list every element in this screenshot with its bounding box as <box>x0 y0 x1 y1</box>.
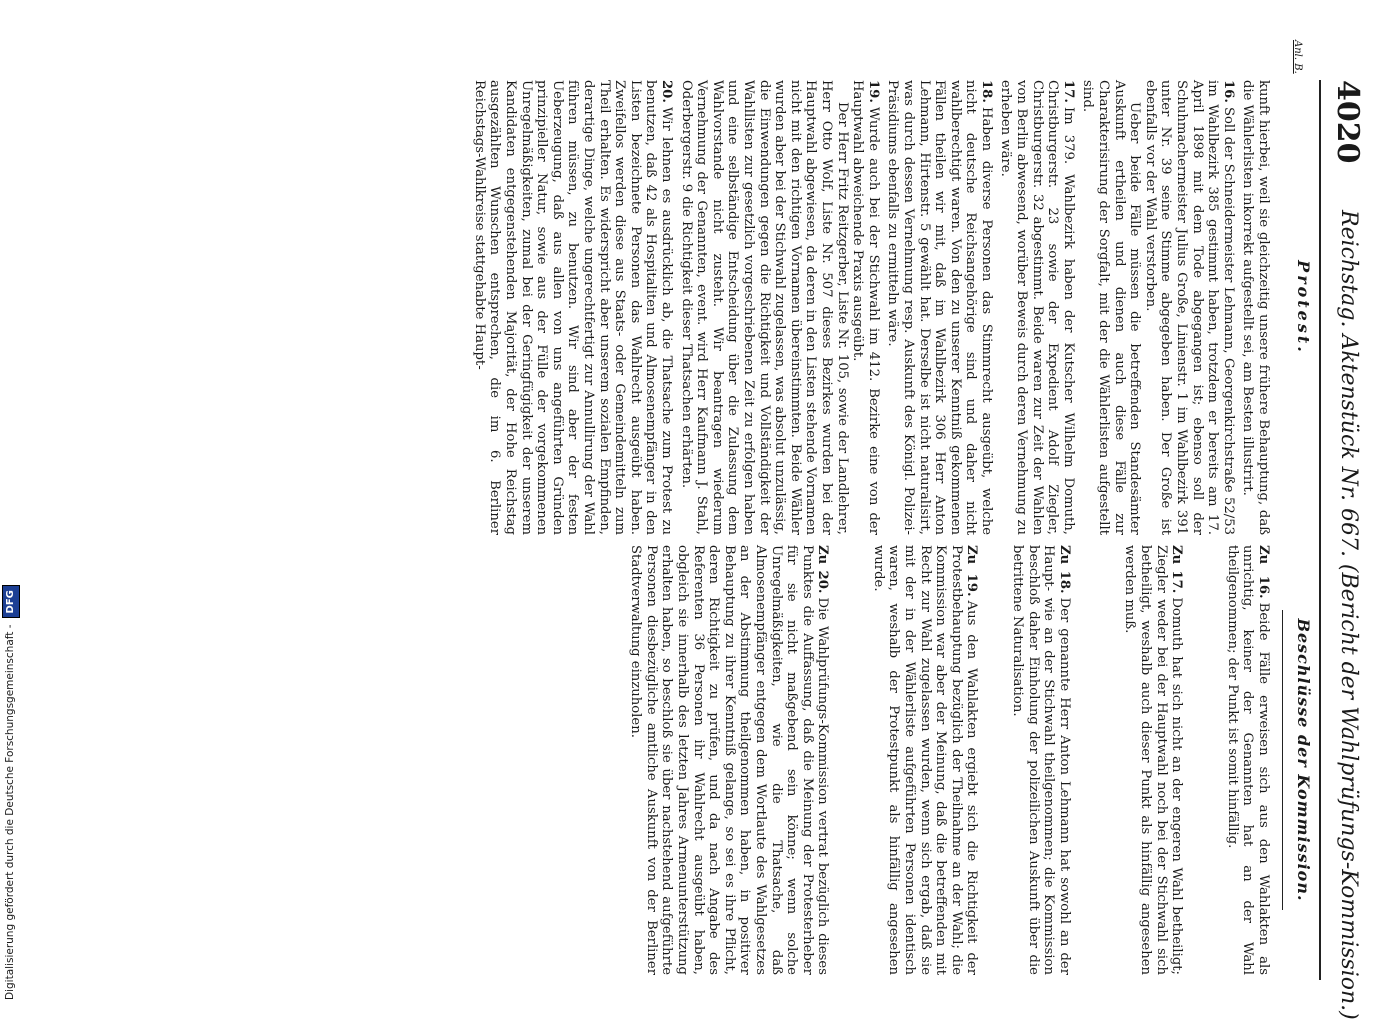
header-rule <box>1319 80 1321 980</box>
page-number: 4020 <box>1330 80 1365 164</box>
protest-item-18: 18.Haben diverse Personen das Stimmrecht ausgeübt, welche nicht deutsche Reichsangehörige sind und daher nicht wahlberechtigt waren. Von den zu unserer Kenntniß gekommenen Fällen theilen wir mit, daß im Wahlbezirk 306 Herr Anton Lehmann, Hirtenstr. 5 gewählt hat. Derselbe ist nicht naturalisirt, was durch dessen Vernehmung resp. Auskunft des Königl. Polizei-Präsidiums ebenfalls zu ermitteln wäre. <box>885 80 994 535</box>
decision-16: Zu 16.Beide Fälle erweisen sich aus den Wahlakten als unrichtig, keiner der Genannten hat an der Wahl theilgenommen; der Punkt ist somit hinfällig. <box>1224 545 1271 975</box>
margin-note: Anl. B. <box>1292 40 1303 74</box>
decision-18: Zu 18.Der genannte Herr Anton Lehmann hat sowohl an der Haupt- wie an der Stichwahl theilgenommen; die Kommission beschloß daher Einholung der polizeilichen Auskunft über die betrittene Naturalisation. <box>1010 545 1072 976</box>
commission-column <box>628 545 1271 975</box>
protest-column-title: Protest. <box>1294 260 1313 355</box>
footer-text: Digitalisierung gefördert durch die Deutsche Forschungsgemeinschaft - <box>4 624 16 1000</box>
protest-item-19-note: Der Herr Fritz Reitzgerber, Liste Nr. 105, sowie der Landlehrer, Herr Otto Wolf, Liste Nr. 507 dieses Bezirkes wurden bei der Hauptwahl abgewiesen, da deren in den Listen stehende Vornamen nicht mit den richtigen Vornamen übereinstimmten. Beide Wähler wurden aber bei der Stichwahl zugelassen, was absolut unzulässig, die Einwendungen gegen die Richtigkeit und Vollständigkeit der Wahllisten zur gesetzlich vorgeschriebenen Zeit zu erfolgen haben und eine selbständige Entscheidung über die Zulassung dem Wahlvorstande nicht zusteht. Wir beantragen wiederum Vernehmung der Genannten, event. wird Herr Kaufmann J. Stahl, Oderbergerstr. 9 die Richtigkeit dieser Thatsachen erhärten. <box>678 80 850 535</box>
title-rule <box>1282 610 1283 910</box>
protest-item-17: 17.Im 379. Wahlbezirk haben der Kutscher Wilhelm Domuth, Christburgerstr. 23 sowie der Expedient Adolf Ziegler, Christburgerstr. 32 abgestimmt. Beide waren zur Zeit der Wahlen von Berlin abwesend, worüber Beweis durch deren Vernehmung zu erheben wäre. <box>998 80 1076 535</box>
protest-item-16-note: Ueber beide Fälle müssen die betreffenden Standesämter Auskunft ertheilen und dienen auch diese Fälle zur Charakterisirung der Sorgfalt, mit der die Wählerlisten aufgestellt sind. <box>1080 80 1143 535</box>
protest-column <box>471 80 1271 535</box>
protest-item-16: 16.Soll der Schneidermeister Lehmann, Georgenkirchstraße 52/53 im Wahlbezirk 385 gestimmt haben, trotzdem er bereits am 17. April 1898 mit dem Tode abgegangen ist; ebenso soll der Schuhmachermeister Julius Große, Linienstr. 1 im Wahlbezirk 391 unter Nr. 39 seine Stimme abgegeben haben. Der Große ist ebenfalls vor der Wahl verstorben. <box>1142 80 1236 535</box>
running-head: Reichstag. Aktenstück Nr. 667. (Bericht der Wahlprüfungs-Kommission.) <box>1336 210 1361 1020</box>
commission-column-title: Beschlüsse der Kommission. <box>1294 618 1313 902</box>
protest-item-19: 19.Wurde auch bei der Stichwahl im 412. Bezirke eine von der Hauptwahl abweichende Praxis ausgeübt. <box>850 80 881 535</box>
decision-17: Zu 17.Domuth hat sich nicht an der engeren Wahl betheiligt; Ziegler weder bei der Hauptwahl noch bei der Stichwahl sich betheiligt, weshalb auch dieser Punkt als hinfällig angesehen werden muß. <box>1122 545 1185 975</box>
decision-20: Zu 20.Die Wahlprüfungs-Kommission vertrat bezüglich dieses Punktes die Auffassung, daß die Meinung der Protesterheber für sie nicht maßgebend sein könne; wenn solche Unregelmäßigkeiten, wie die Thatsache, daß Almosenempfänger entgegen dem Wortlaute des Wahlgesetzes an der Abstimmung theilgenommen haben, in positiver Behauptung zu ihrer Kenntniß gelange, so sei es ihre Pflicht, deren Richtigkeit zu prüfen, und da nach Angabe des Referenten 36 Personen ihr Wahlrecht ausgeübt haben, obgleich sie innerhalb des letzten Jahres Armenunterstützung erhalten haben, so beschloß sie über nachstehend aufgeführte Personen diesbezügliche amtliche Auskunft von der Berliner Stadtverwaltung einzuholen. <box>628 545 831 975</box>
decision-19: Zu 19.Aus den Wahlakten ergiebt sich die Richtigkeit der Protestbehauptung bezüglich der Theilnahme an der Wahl; die Kommission war aber der Meinung, daß die betreffenden mit Recht zur Wahl zugelassen wurden, wenn sich ergab, daß sie mit der in der Wählerliste aufgeführten Personen identisch waren, weshalb der Protestpunkt als hinfällig angesehen wurde. <box>870 545 980 975</box>
protest-item-20: 20.Wir lehnen es ausdrücklich ab, die Thatsache zum Protest zu benutzen, daß 42 als Hospitaliten und Almosenempfänger in den Listen bezeichnete Personen das Wahlrecht ausgeübt haben. Zweifellos werden diese aus Staats- oder Gemeindemitteln zum Theil erhalten. Es widerspricht aber unserem sozialen Empfinden, derartige Dinge, welche ungerechtfertigt zur Annullirung der Wahl führen müssen, zu benutzen. Wir sind aber der festen Ueberzeugung, daß aus allen von uns angeführten Gründen prinzipieller Natur, sowie aus der Fülle der vorgekommenen Unregelmäßigkeiten, zumal bei der Geringfügigkeit der unserem Kandidaten entgegenstehenden Majorität, der Hohe Reichstag ausgezählten Wunschen entsprechen, die im 6. Berliner Reichstags-Wahlkreise stattgehabte Haupt- <box>471 80 675 535</box>
protest-intro: kunft hierbei, weil sie gleichzeitig unsere frühere Behauptung, daß die Wählerlisten inkorrekt aufgestellt sei, am Besten illustrirt. <box>1240 80 1271 535</box>
dfg-logo: DFG <box>2 585 20 618</box>
digitization-footer <box>2 0 18 1000</box>
